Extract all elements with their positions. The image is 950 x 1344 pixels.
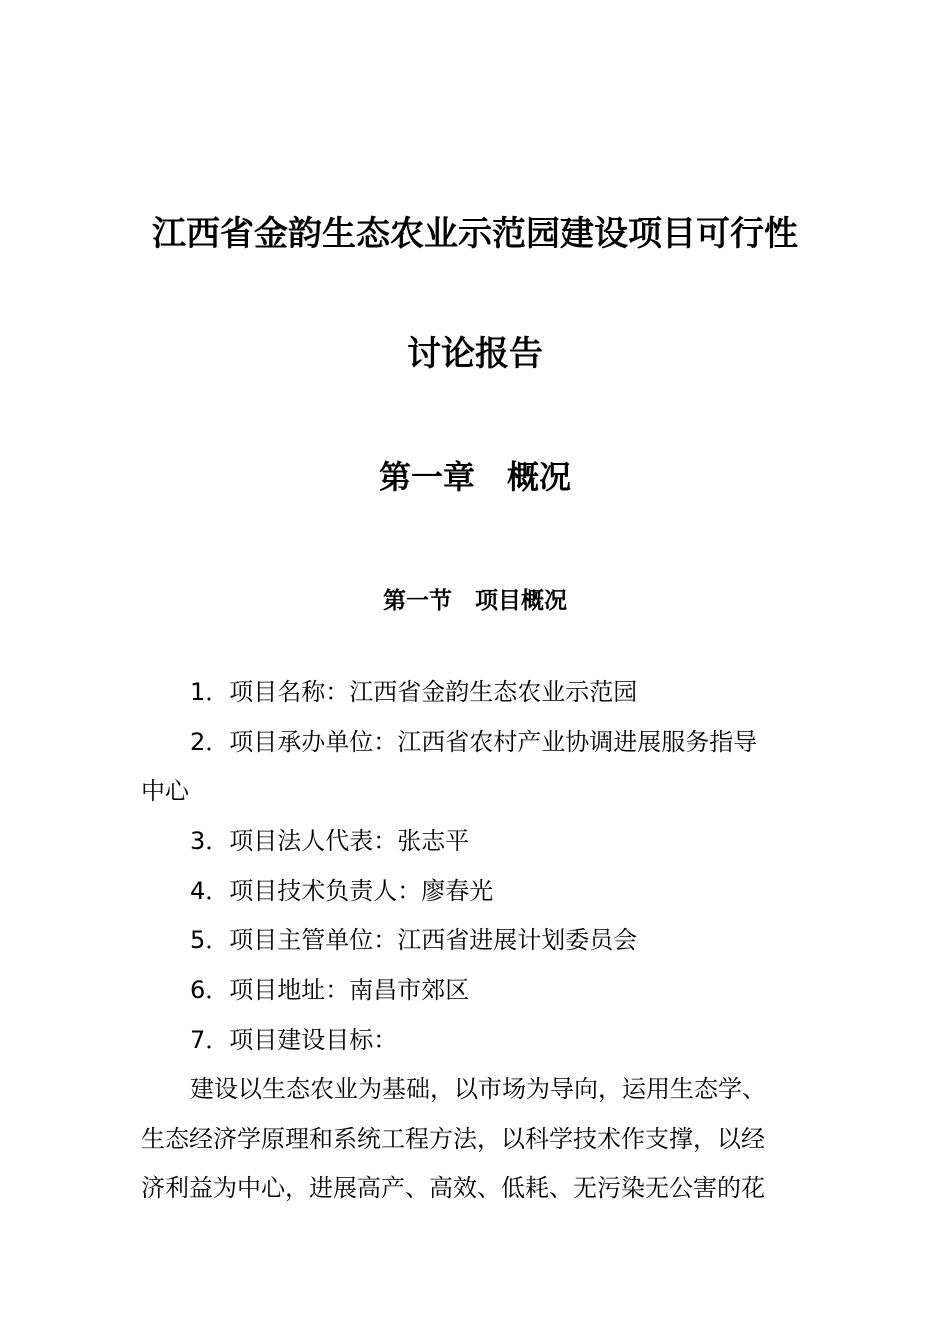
paragraph-line: 建设以生态农业为基础，以市场为导向，运用生态学、 (190, 1075, 766, 1103)
list-item: 5．项目主管单位：江西省进展计划委员会 (190, 926, 638, 954)
list-item: 1．项目名称：江西省金韵生态农业示范园 (190, 678, 638, 706)
chapter-heading: 第一章 概况 (378, 458, 571, 496)
paragraph-line: 济利益为中心，进展高产、高效、低耗、无污染无公害的花 (141, 1174, 765, 1202)
list-item: 7．项目建设目标： (190, 1026, 398, 1054)
document-title-line-1: 江西省金韵生态农业示范园建设项目可行性 (152, 214, 798, 254)
list-item: 2．项目承办单位：江西省农村产业协调进展服务指导 (190, 728, 758, 756)
paragraph-line: 生态经济学原理和系统工程方法，以科学技术作支撑，以经 (141, 1125, 765, 1153)
document-title-line-2: 讨论报告 (407, 334, 543, 374)
list-item: 6．项目地址：南昌市郊区 (190, 976, 470, 1004)
section-heading: 第一节 项目概况 (383, 588, 567, 614)
list-item-continuation: 中心 (141, 777, 189, 805)
list-item: 4．项目技术负责人：廖春光 (190, 877, 494, 905)
list-item: 3．项目法人代表：张志平 (190, 827, 470, 855)
